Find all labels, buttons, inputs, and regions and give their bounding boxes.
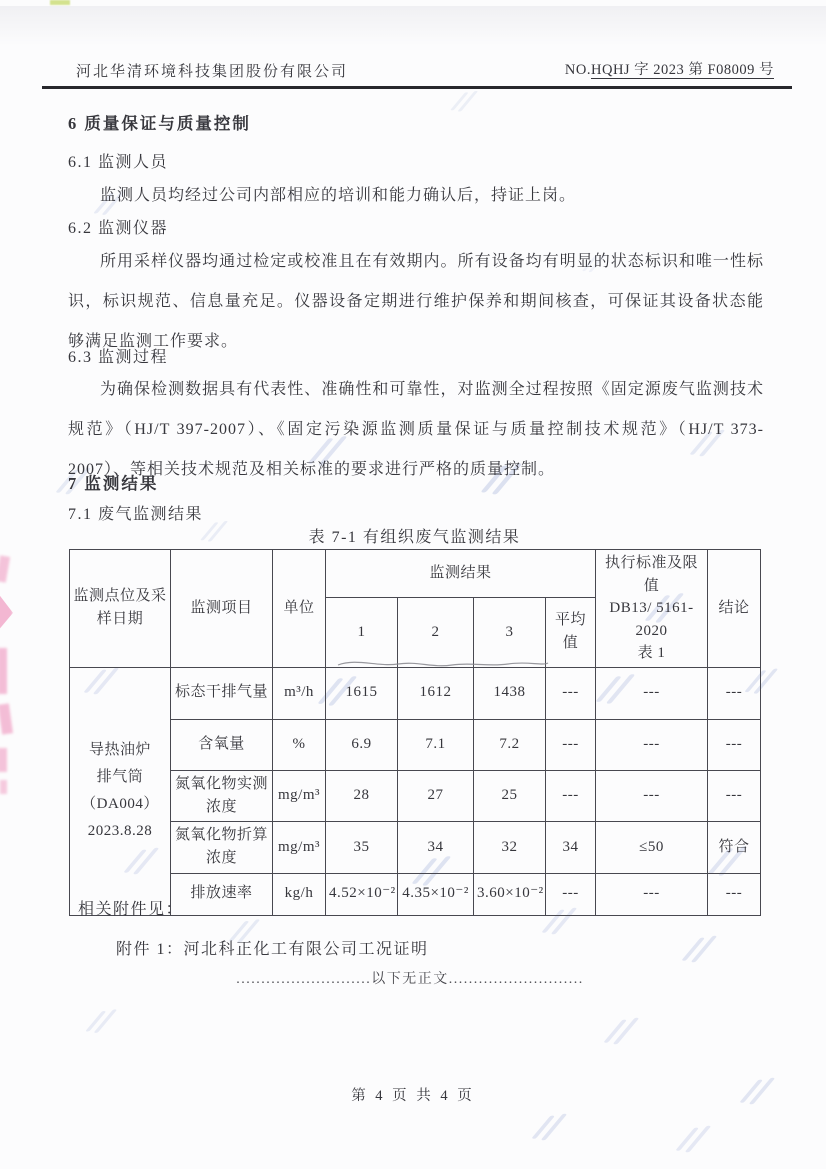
attachment-item-1: 附件 1：河北科正化工有限公司工况证明 <box>116 941 429 958</box>
header-item: 监测项目 <box>171 550 273 668</box>
cell-item: 含氧量 <box>171 719 273 770</box>
cell-v3: 25 <box>474 770 546 822</box>
cell-item: 氮氧化物实测浓度 <box>171 770 273 822</box>
cell-conclusion: --- <box>708 719 761 770</box>
cell-avg: --- <box>546 719 596 770</box>
header-standard-line2: DB13/ 5161-2020 <box>609 600 694 639</box>
scan-artifact <box>50 0 70 5</box>
header-results-group: 监测结果 <box>326 550 596 598</box>
table-row <box>70 822 761 874</box>
cell-v2: 34 <box>398 822 474 874</box>
cell-v1: 6.9 <box>326 719 398 770</box>
cell-limit: --- <box>596 667 708 719</box>
header-standard-line1: 执行标准及限值 <box>605 555 699 594</box>
end-of-text-line: ...........................以下无正文........................... <box>236 972 584 987</box>
cell-item: 氮氧化物折算浓度 <box>171 822 273 874</box>
header-point: 监测点位及采样日期 <box>70 550 171 668</box>
scan-artifact <box>0 748 7 772</box>
site-line: 排气筒 <box>96 769 144 785</box>
company-name: 河北华清环境科技集团股份有限公司 <box>76 64 349 80</box>
table-row <box>70 667 761 719</box>
section-6-2-title: 6.2 监测仪器 <box>68 220 169 237</box>
watermark <box>684 1127 701 1153</box>
cell-avg: --- <box>546 667 596 719</box>
site-line: 导热油炉 <box>88 742 151 758</box>
cell-avg: --- <box>546 770 596 822</box>
cell-v2: 1612 <box>398 667 474 719</box>
cell-limit: --- <box>596 873 708 915</box>
document-number <box>565 58 774 79</box>
header-sample-3: 3 <box>474 598 546 667</box>
cell-conclusion: 符合 <box>708 822 761 874</box>
watermark <box>93 1010 108 1033</box>
cell-unit: mg/m³ <box>273 822 326 874</box>
section-6-1-title: 6.1 监测人员 <box>68 154 169 171</box>
scan-artifact <box>0 648 7 694</box>
cell-limit: --- <box>596 770 708 822</box>
cell-limit: --- <box>596 719 708 770</box>
site-line: 2023.8.28 <box>87 823 153 839</box>
cell-v1: 28 <box>326 770 398 822</box>
header-rule <box>42 86 792 89</box>
table-row <box>70 770 761 822</box>
cell-v2: 4.35×10⁻² <box>398 873 474 915</box>
section-6-3-body: 为确保检测数据具有代表性、准确性和可靠性，对监测全过程按照《固定源废气监测技术规范》（HJ/T 397-2007）、《固定污染源监测质量保证与质量控制技术规范》（HJ/T 373-2007）、等相关技术规范及相关标准的要求进行严格的质量控制。 <box>68 381 764 478</box>
cell-v3: 3.60×10⁻² <box>474 873 546 915</box>
attachments-intro: 相关附件见： <box>78 901 184 918</box>
section-6-3-title: 6.3 监测过程 <box>68 349 169 366</box>
section-6-title: 6 质量保证与质量控制 <box>68 114 251 133</box>
cell-conclusion: --- <box>708 873 761 915</box>
section-6-2-body: 所用采样仪器均通过检定或校准且在有效期内。所有设备均有明显的状态标识和唯一性标识，标识规范、信息量充足。仪器设备定期进行维护保养和期间核查，可保证其设备状态能够满足监测工作要求。 <box>68 253 764 350</box>
scan-artifact <box>0 592 13 630</box>
cell-avg: 34 <box>546 822 596 874</box>
cell-conclusion: --- <box>708 667 761 719</box>
watermark <box>612 1019 629 1045</box>
watermark <box>540 1115 557 1141</box>
doc-no-value: HQHJ 字 2023 第 F08009 号 <box>591 62 774 78</box>
scan-artifact <box>0 780 7 794</box>
scan-artifact <box>0 703 13 734</box>
scan-artifact <box>0 555 10 582</box>
cell-v1: 1615 <box>326 667 398 719</box>
site-line: （DA004） <box>81 796 159 812</box>
cell-item: 排放速率 <box>171 873 273 915</box>
doc-no-prefix: NO. <box>564 62 591 78</box>
cell-v2: 7.1 <box>398 719 474 770</box>
cell-v3: 7.2 <box>474 719 546 770</box>
site-cell <box>70 667 171 915</box>
cell-unit: m³/h <box>273 667 326 719</box>
watermark <box>690 937 707 963</box>
cell-item: 标态干排气量 <box>171 667 273 719</box>
cell-unit: mg/m³ <box>273 770 326 822</box>
page-number: 第 4 页 共 4 页 <box>351 1088 475 1104</box>
table-header-row-1 <box>70 550 761 598</box>
cell-v3: 32 <box>474 822 546 874</box>
table-row <box>70 719 761 770</box>
header-standard <box>596 550 708 668</box>
cell-unit: kg/h <box>273 873 326 915</box>
header-sample-1: 1 <box>326 598 398 667</box>
table-caption: 表 7-1 有组织废气监测结果 <box>308 529 521 546</box>
cell-conclusion: --- <box>708 770 761 822</box>
cell-unit: % <box>273 719 326 770</box>
header-unit: 单位 <box>273 550 326 668</box>
header-conclusion: 结论 <box>708 550 761 668</box>
section-7-1-title: 7.1 废气监测结果 <box>68 506 204 523</box>
section-7-title: 7 监测结果 <box>68 474 159 493</box>
cell-v1: 35 <box>326 822 398 874</box>
cell-v1: 4.52×10⁻² <box>326 873 398 915</box>
monitoring-results-table <box>69 549 761 916</box>
header-standard-line3: 表 1 <box>637 645 666 661</box>
cell-limit: ≤50 <box>596 822 708 874</box>
header-average: 平均值 <box>546 598 596 667</box>
cell-avg: --- <box>546 873 596 915</box>
watermark <box>457 92 470 112</box>
header-sample-2: 2 <box>398 598 474 667</box>
section-6-1-body: 监测人员均经过公司内部相应的培训和能力确认后，持证上岗。 <box>100 187 577 204</box>
cell-v3: 1438 <box>474 667 546 719</box>
cell-v2: 27 <box>398 770 474 822</box>
